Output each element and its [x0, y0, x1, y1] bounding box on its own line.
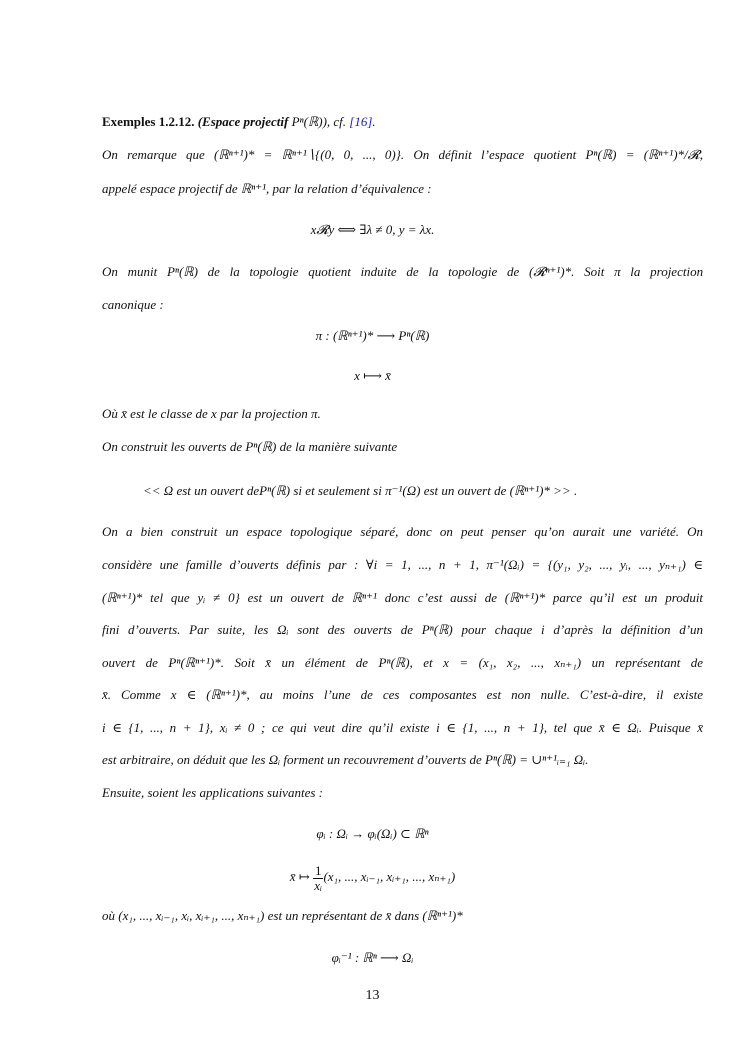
math: Pⁿ(ℝ),	[378, 655, 413, 670]
math: (ℝⁿ⁺¹)*	[504, 590, 546, 605]
math: x	[211, 406, 217, 421]
text: est le classe de	[130, 406, 208, 421]
text: est arbitraire, on déduit que les	[102, 752, 266, 767]
math: Pⁿ(ℝ)	[259, 483, 291, 498]
math: x ∈ (ℝⁿ⁺¹)*,	[170, 687, 250, 702]
paragraph-5-line-5	[102, 655, 703, 671]
example-heading	[102, 114, 376, 130]
equation-mapsto: x ⟼ x̄	[354, 368, 391, 383]
equation-chart-map: φᵢ : Ωᵢ → φᵢ(Ωᵢ) ⊂ ℝⁿ	[316, 826, 429, 841]
math: (𝓡ⁿ⁺¹)*.	[528, 264, 575, 279]
math: (ℝⁿ⁺¹)*	[422, 908, 463, 923]
math: (ℝⁿ⁺¹)* = ℝⁿ⁺¹∖{(0, 0, ..., 0)}.	[214, 147, 405, 162]
math: Pⁿ(ℝ) = (ℝⁿ⁺¹)*/𝓡,	[585, 147, 704, 162]
text: est un ouvert de	[423, 483, 507, 498]
text: où	[102, 908, 115, 923]
text: ouvert de	[102, 655, 158, 670]
example-label: Exemples 1.2.12.	[102, 114, 195, 129]
math: i ∈ {1, ..., n + 1}, xᵢ ≠ 0 ;	[102, 720, 266, 735]
fraction-numerator: 1	[314, 862, 322, 878]
paragraph-2-line-2: canonique :	[102, 297, 164, 312]
math: Pⁿ(ℝⁿ⁺¹)*.	[168, 655, 225, 670]
text: forment un recouvrement d’ouverts de	[283, 752, 482, 767]
text: de la manière suivante	[279, 439, 398, 454]
paragraph-5-line-6	[102, 687, 703, 703]
math: ∀i = 1, ..., n + 1, π⁻¹(Ωᵢ) = {(y₁, y₂, ..., yᵢ, ..., yₙ₊₁) ∈	[365, 557, 703, 572]
math: x̄	[121, 406, 127, 421]
math: (ℝⁿ⁺¹)*	[509, 483, 550, 498]
math: x = (x₁, x₂, ..., xₙ₊₁)	[443, 655, 582, 670]
math: ℝⁿ⁺¹	[351, 590, 377, 605]
math: x̄ ∈ Ωᵢ.	[598, 720, 643, 735]
paragraph-7	[102, 908, 463, 924]
equation-projection: π : (ℝⁿ⁺¹)* ⟶ Pⁿ(ℝ)	[315, 328, 430, 343]
text: donc c’est aussi de	[384, 590, 497, 605]
paragraph-5-line-4	[102, 622, 703, 638]
text: est un ouvert de	[247, 590, 344, 605]
text: d’après la définition d’un	[553, 622, 704, 637]
text: Soit	[584, 264, 605, 279]
math: x̄	[385, 908, 392, 923]
math: Pⁿ(ℝ)	[421, 622, 453, 637]
text: tel que	[150, 590, 190, 605]
example-cf: ), cf.	[322, 114, 347, 129]
text: Puisque	[648, 720, 691, 735]
paragraph-6: Ensuite, soient les applications suivantes :	[102, 785, 323, 800]
text: si et seulement si	[293, 483, 382, 498]
text: pour chaque	[461, 622, 533, 637]
text: On munit	[102, 264, 158, 279]
math: Pⁿ(ℝ) = ∪ⁿ⁺¹ᵢ₌₁ Ωᵢ.	[485, 752, 589, 767]
text: est un ouvert de	[176, 483, 260, 498]
math: π.	[310, 406, 321, 421]
math: π	[614, 264, 621, 279]
text: appelé espace projectif de	[102, 181, 238, 196]
text: la projection	[630, 264, 704, 279]
math: (ℝⁿ⁺¹)*	[102, 590, 143, 605]
text: fini d’ouverts. Par suite, les	[102, 622, 269, 637]
paragraph-5-line-3	[102, 590, 703, 606]
math: x̄ ↦	[289, 869, 310, 884]
paragraph-5-line-8	[102, 752, 588, 768]
math: Ωᵢ	[268, 752, 281, 767]
text: ce qui veut dire qu’il existe	[271, 720, 430, 735]
text: << Ω	[143, 483, 174, 498]
text: dans	[394, 908, 420, 923]
text: considère une famille d’ouverts définis par :	[102, 557, 359, 572]
math: π⁻¹(Ω)	[385, 483, 421, 498]
text: Comme	[121, 687, 161, 702]
text: On définit l’espace quotient	[413, 147, 577, 162]
math: (x₁, ..., xᵢ₋₁, xᵢ₊₁, ..., xₙ₊₁)	[323, 869, 456, 884]
paragraph-4	[102, 439, 397, 455]
math: i	[541, 622, 545, 637]
paragraph-5-line-1: On a bien construit un espace topologique séparé, donc on peut penser qu’on aurait une variété. On	[102, 524, 703, 539]
text: est un représentant de	[267, 908, 383, 923]
equation-chart-formula	[0, 862, 745, 893]
math: x̄.	[102, 687, 112, 702]
paragraph-5-line-2	[102, 557, 703, 573]
example-title-math: Pⁿ(ℝ)	[291, 114, 323, 129]
paragraph-1-line-2	[102, 181, 432, 197]
text: un élément de	[281, 655, 369, 670]
page-number: 13	[365, 988, 380, 1003]
text: tel que	[553, 720, 593, 735]
math: x̄	[697, 720, 704, 735]
text: On remarque que	[102, 147, 205, 162]
text: un représentant de	[591, 655, 704, 670]
text: et	[423, 655, 433, 670]
text: parce qu’il est un produit	[552, 590, 704, 605]
text: de la topologie quotient induite de la topologie de	[207, 264, 520, 279]
text: On construit les ouverts de	[102, 439, 243, 454]
text: par la projection	[220, 406, 308, 421]
text: Où	[102, 406, 118, 421]
paragraph-2-line-1	[102, 264, 703, 280]
math: (x₁, ..., xᵢ₋₁, xᵢ, xᵢ₊₁, ..., xₙ₊₁)	[118, 908, 265, 923]
text: par la relation d’équivalence :	[272, 181, 432, 196]
equation-inverse-chart: φᵢ⁻¹ : ℝⁿ ⟶ Ωᵢ	[331, 950, 414, 965]
equation-equivalence: x𝓡y ⟺ ∃λ ≠ 0, y = λx.	[310, 222, 435, 237]
text: Soit	[234, 655, 255, 670]
text: au moins l’une de ces composantes est non nulle. C’est-à-dire, il existe	[259, 687, 704, 702]
example-title: (Espace projectif	[197, 114, 289, 129]
math: Ωᵢ	[277, 622, 289, 637]
open-set-definition	[143, 483, 577, 499]
paragraph-3	[102, 406, 321, 422]
fraction	[313, 864, 324, 893]
math: yᵢ ≠ 0}	[197, 590, 240, 605]
math: Pⁿ(ℝ)	[166, 264, 198, 279]
fraction-denominator: xᵢ	[314, 877, 323, 893]
math: ℝⁿ⁺¹,	[240, 181, 270, 196]
paragraph-5-line-7	[102, 720, 703, 736]
text: sont des ouverts de	[297, 622, 413, 637]
math: x̄	[265, 655, 271, 670]
citation-link[interactable]: [16]	[349, 114, 373, 129]
math: Pⁿ(ℝ)	[245, 439, 277, 454]
paragraph-1-line-1	[102, 147, 703, 163]
math: i ∈ {1, ..., n + 1},	[436, 720, 548, 735]
heading-end: .	[372, 114, 376, 129]
text: >> .	[553, 483, 578, 498]
